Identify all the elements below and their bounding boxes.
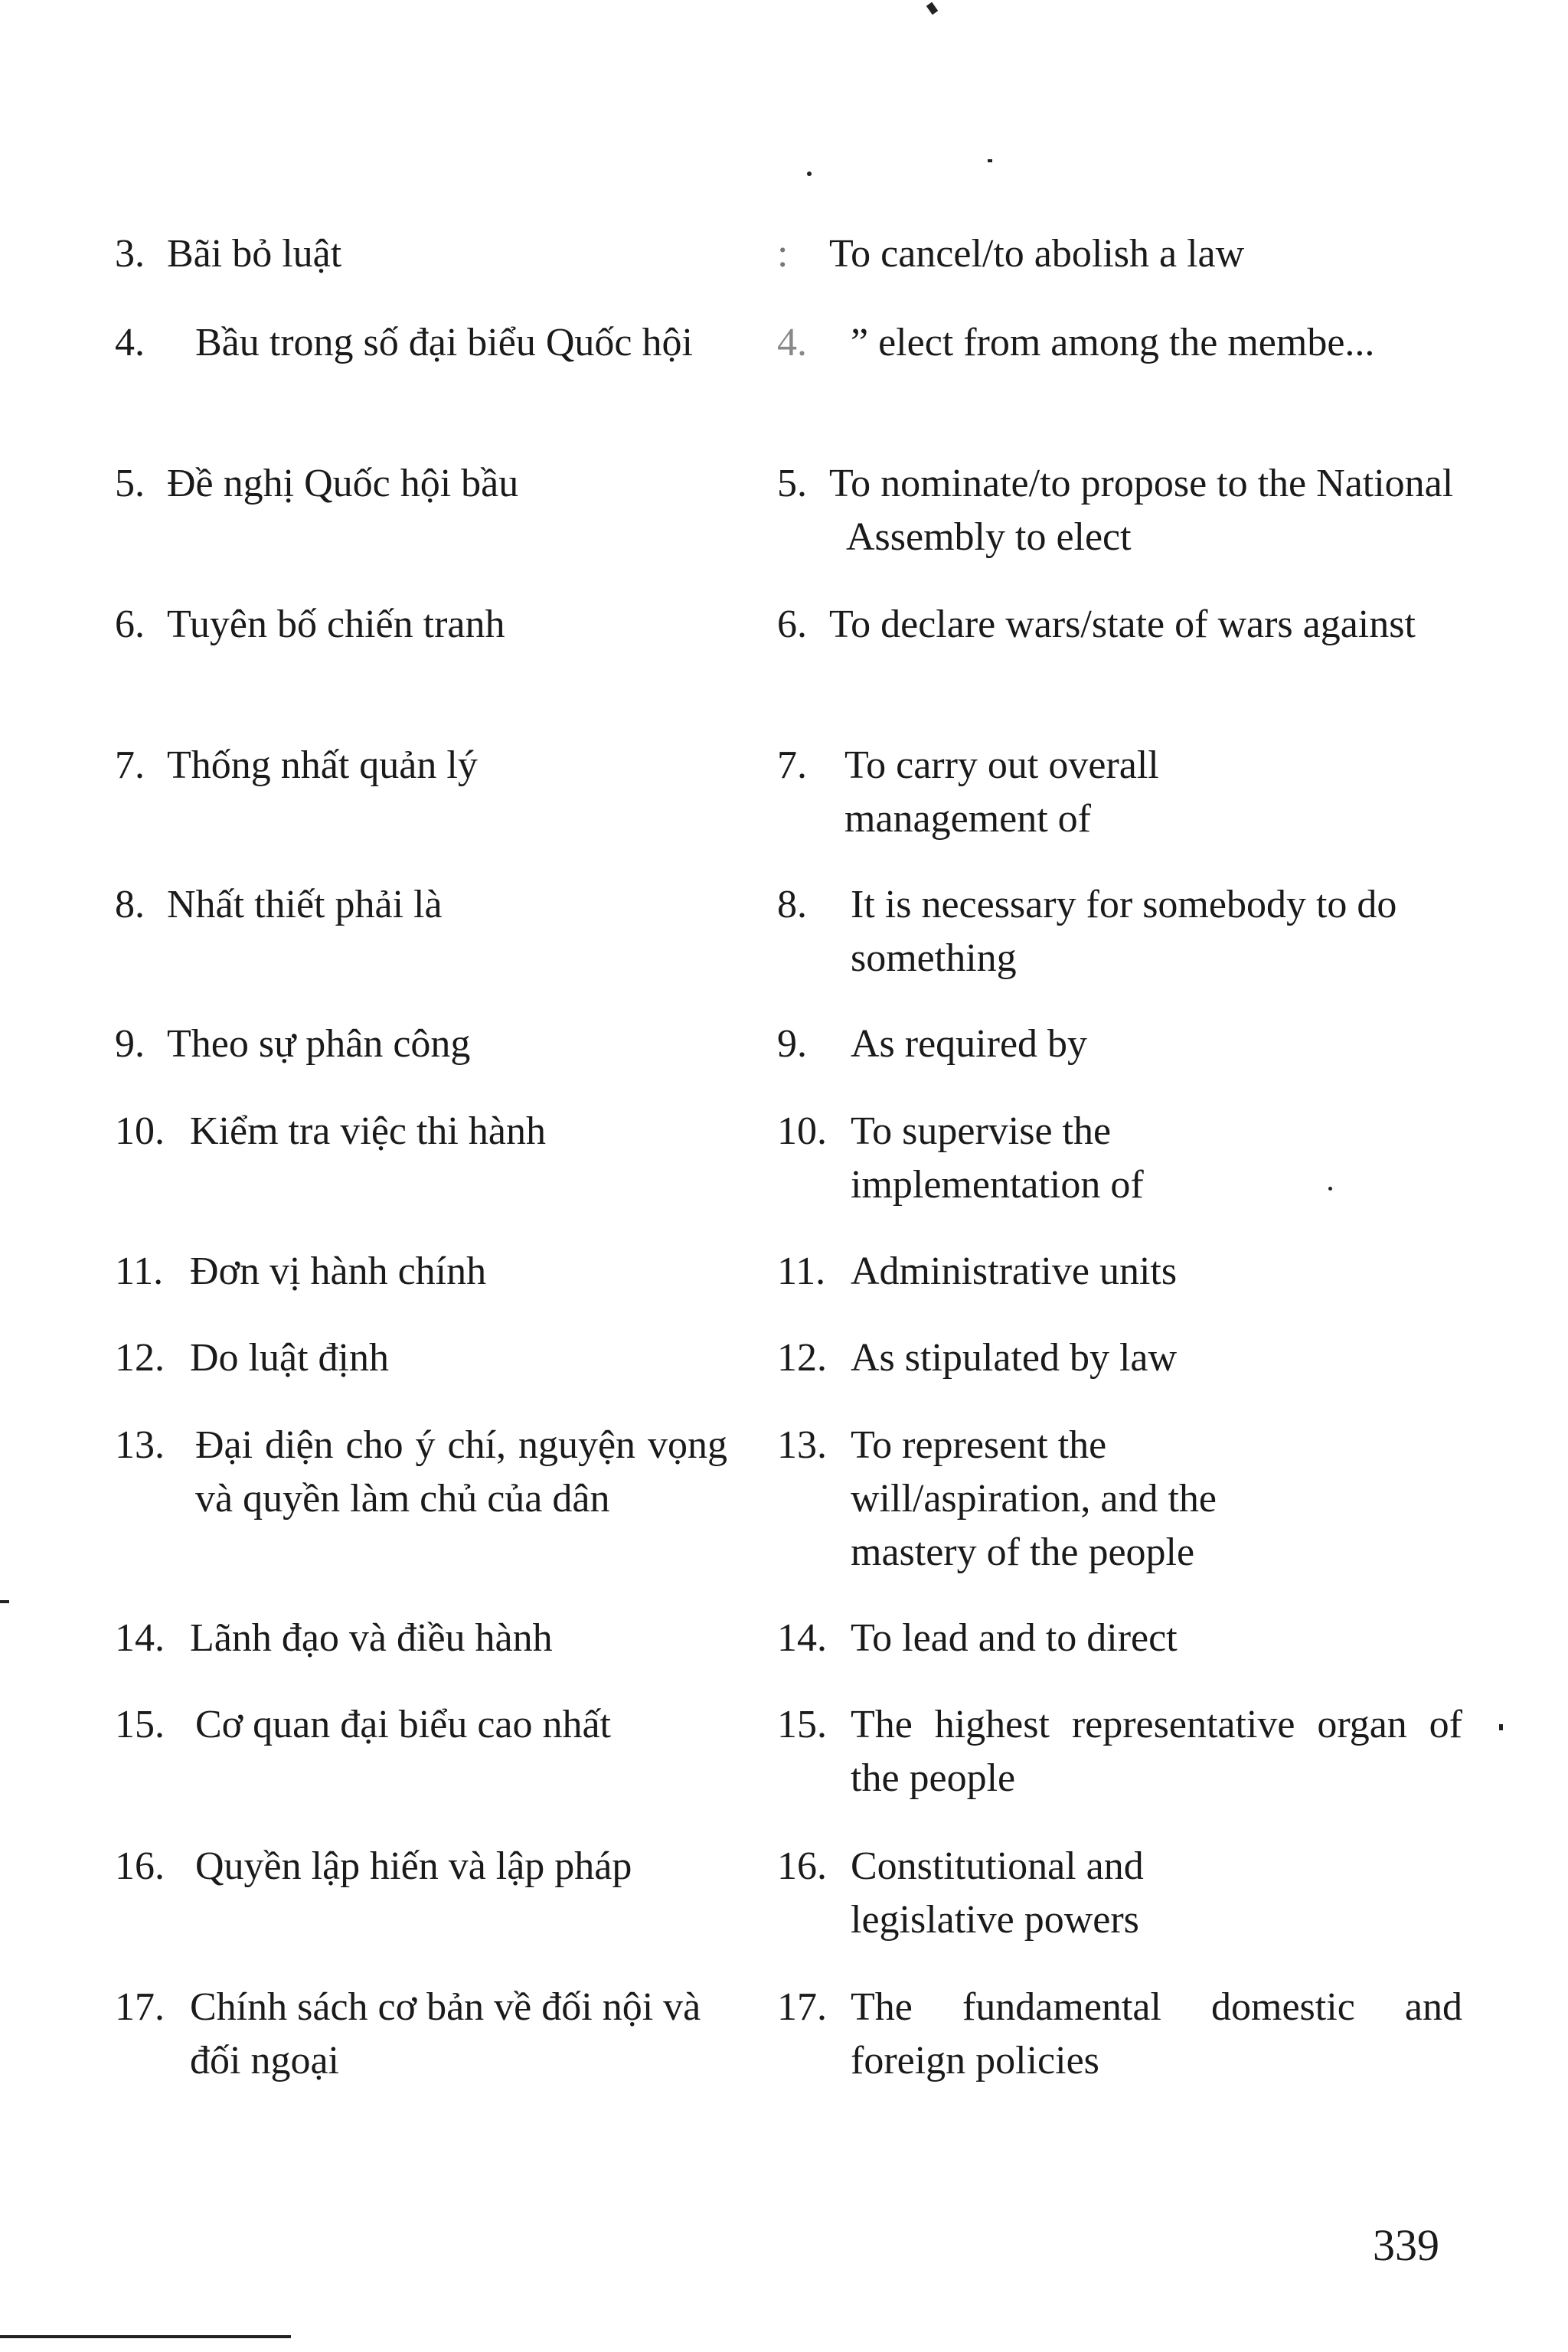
glossary-entry [115, 1612, 1462, 1665]
vietnamese-term [115, 1105, 727, 1212]
term-text: Quyền lập hiến và lập pháp [195, 1844, 632, 1888]
vietnamese-term [115, 1331, 727, 1385]
term-text: As required by [851, 1022, 1088, 1066]
english-term [777, 878, 1462, 985]
glossary-entry [115, 739, 1462, 846]
entry-number: 6. [777, 603, 807, 646]
term-text: Theo sự phân công [167, 1022, 471, 1066]
english-term [777, 1981, 1462, 2088]
english-term [777, 1245, 1462, 1298]
entry-number: 7. [777, 743, 807, 787]
entry-number: 4. [777, 321, 807, 364]
vietnamese-term [115, 1612, 727, 1665]
entry-number: 15. [777, 1703, 827, 1746]
scan-mark-top [926, 2, 938, 15]
term-text: Do luật định [190, 1336, 389, 1380]
vietnamese-term [115, 598, 727, 652]
entry-number: 3. [115, 232, 145, 276]
entry-number: 9. [115, 1022, 145, 1066]
glossary-entry [115, 227, 1462, 281]
term-text: To lead and to direct [851, 1616, 1178, 1660]
entry-number: 6. [115, 603, 145, 646]
term-text: To supervise the implementation of [851, 1109, 1144, 1207]
term-text: Bầu trong số đại biểu Quốc hội [195, 321, 693, 364]
glossary-entry [115, 316, 1462, 370]
vietnamese-term [115, 878, 727, 985]
glossary-entry [115, 1698, 1462, 1805]
term-text: Chính sách cơ bản về đối nội và đối ngoại [190, 1985, 701, 2082]
entry-number: 7. [115, 743, 145, 787]
entry-number: 11. [777, 1250, 826, 1293]
entry-number: 15. [115, 1703, 165, 1746]
term-text: The highest representative organ of the people [851, 1703, 1462, 1800]
english-term [777, 316, 1462, 370]
entry-number: 9. [777, 1022, 807, 1066]
term-text: To carry out overall management of [844, 743, 1159, 841]
entry-number: 10. [777, 1109, 827, 1153]
glossary-entry [115, 1018, 1462, 1071]
english-term [777, 1612, 1462, 1665]
vietnamese-term [115, 1981, 727, 2088]
glossary-entry [115, 1331, 1462, 1385]
entry-number: 8. [777, 883, 807, 926]
english-term [777, 598, 1462, 652]
english-term [777, 227, 1462, 281]
entry-number: 11. [115, 1250, 164, 1293]
term-text: Kiểm tra việc thi hành [190, 1109, 546, 1153]
term-text: Đề nghị Quốc hội bầu [167, 462, 519, 505]
entry-number: 13. [115, 1423, 165, 1467]
vietnamese-term [115, 1698, 727, 1805]
entry-number: 10. [115, 1109, 165, 1153]
scan-mark-dot [988, 159, 992, 162]
term-text: Thống nhất quản lý [167, 743, 478, 787]
glossary-entry [115, 457, 1462, 564]
glossary-entry [115, 878, 1462, 985]
glossary-entry [115, 1419, 1462, 1579]
english-term [777, 1105, 1462, 1212]
scan-mark-dot [1499, 1724, 1503, 1730]
english-term [777, 457, 1462, 564]
page-number: 339 [1373, 2220, 1439, 2270]
vietnamese-term [115, 227, 727, 281]
glossary-entry [115, 598, 1462, 652]
glossary-entry [115, 1245, 1462, 1298]
entry-number: 8. [115, 883, 145, 926]
term-text: To declare wars/state of wars against [829, 603, 1416, 646]
entry-number: 12. [115, 1336, 165, 1380]
scan-mark-dot [807, 172, 812, 176]
scan-mark-left [0, 1600, 9, 1603]
entry-number: 14. [115, 1616, 165, 1660]
term-text: It is necessary for somebody to do something [851, 883, 1397, 980]
term-text: To cancel/to abolish a law [829, 232, 1245, 276]
term-text: Constitutional and legislative powers [851, 1844, 1144, 1942]
entry-number: 5. [777, 462, 807, 505]
english-term [777, 739, 1462, 846]
glossary-entry [115, 1105, 1462, 1212]
vietnamese-term [115, 1419, 727, 1579]
vietnamese-term [115, 1018, 727, 1071]
term-text: Lãnh đạo và điều hành [190, 1616, 553, 1660]
glossary-entry [115, 1840, 1462, 1947]
vietnamese-term [115, 316, 727, 370]
entry-number: 12. [777, 1336, 827, 1380]
glossary-entry [115, 1981, 1462, 2088]
entry-number: 16. [115, 1844, 165, 1888]
entry-number: 4. [115, 321, 145, 364]
english-term [777, 1840, 1462, 1947]
term-text: To represent the will/aspiration, and the mastery of the people [851, 1423, 1217, 1574]
entry-number: 17. [777, 1985, 827, 2029]
vietnamese-term [115, 1245, 727, 1298]
term-text: Tuyên bố chiến tranh [167, 603, 505, 646]
term-text: As stipulated by law [851, 1336, 1178, 1380]
entry-number: 16. [777, 1844, 827, 1888]
entry-number: 13. [777, 1423, 827, 1467]
vietnamese-term [115, 739, 727, 846]
term-text: Đại diện cho ý chí, nguyện vọng và quyền làm chủ của dân [195, 1423, 727, 1521]
term-text: ” elect from among the membe... [851, 321, 1375, 364]
english-term [777, 1331, 1462, 1385]
term-text: Nhất thiết phải là [167, 883, 443, 926]
term-text: Administrative units [851, 1250, 1178, 1293]
english-term [777, 1419, 1462, 1579]
term-text: Đơn vị hành chính [190, 1250, 487, 1293]
term-text: Cơ quan đại biểu cao nhất [195, 1703, 612, 1746]
vietnamese-term [115, 1840, 727, 1947]
entry-number: 5. [115, 462, 145, 505]
term-text: Bãi bỏ luật [167, 232, 342, 276]
term-text: To nominate/to propose to the National Assembly to elect [829, 462, 1454, 559]
entry-number: : [777, 232, 789, 276]
english-term [777, 1698, 1462, 1805]
entry-number: 14. [777, 1616, 827, 1660]
entry-number: 17. [115, 1985, 165, 2029]
term-text: The fundamental domestic and foreign policies [851, 1985, 1462, 2082]
vietnamese-term [115, 457, 727, 564]
english-term [777, 1018, 1462, 1071]
footer-rule [0, 2335, 291, 2338]
